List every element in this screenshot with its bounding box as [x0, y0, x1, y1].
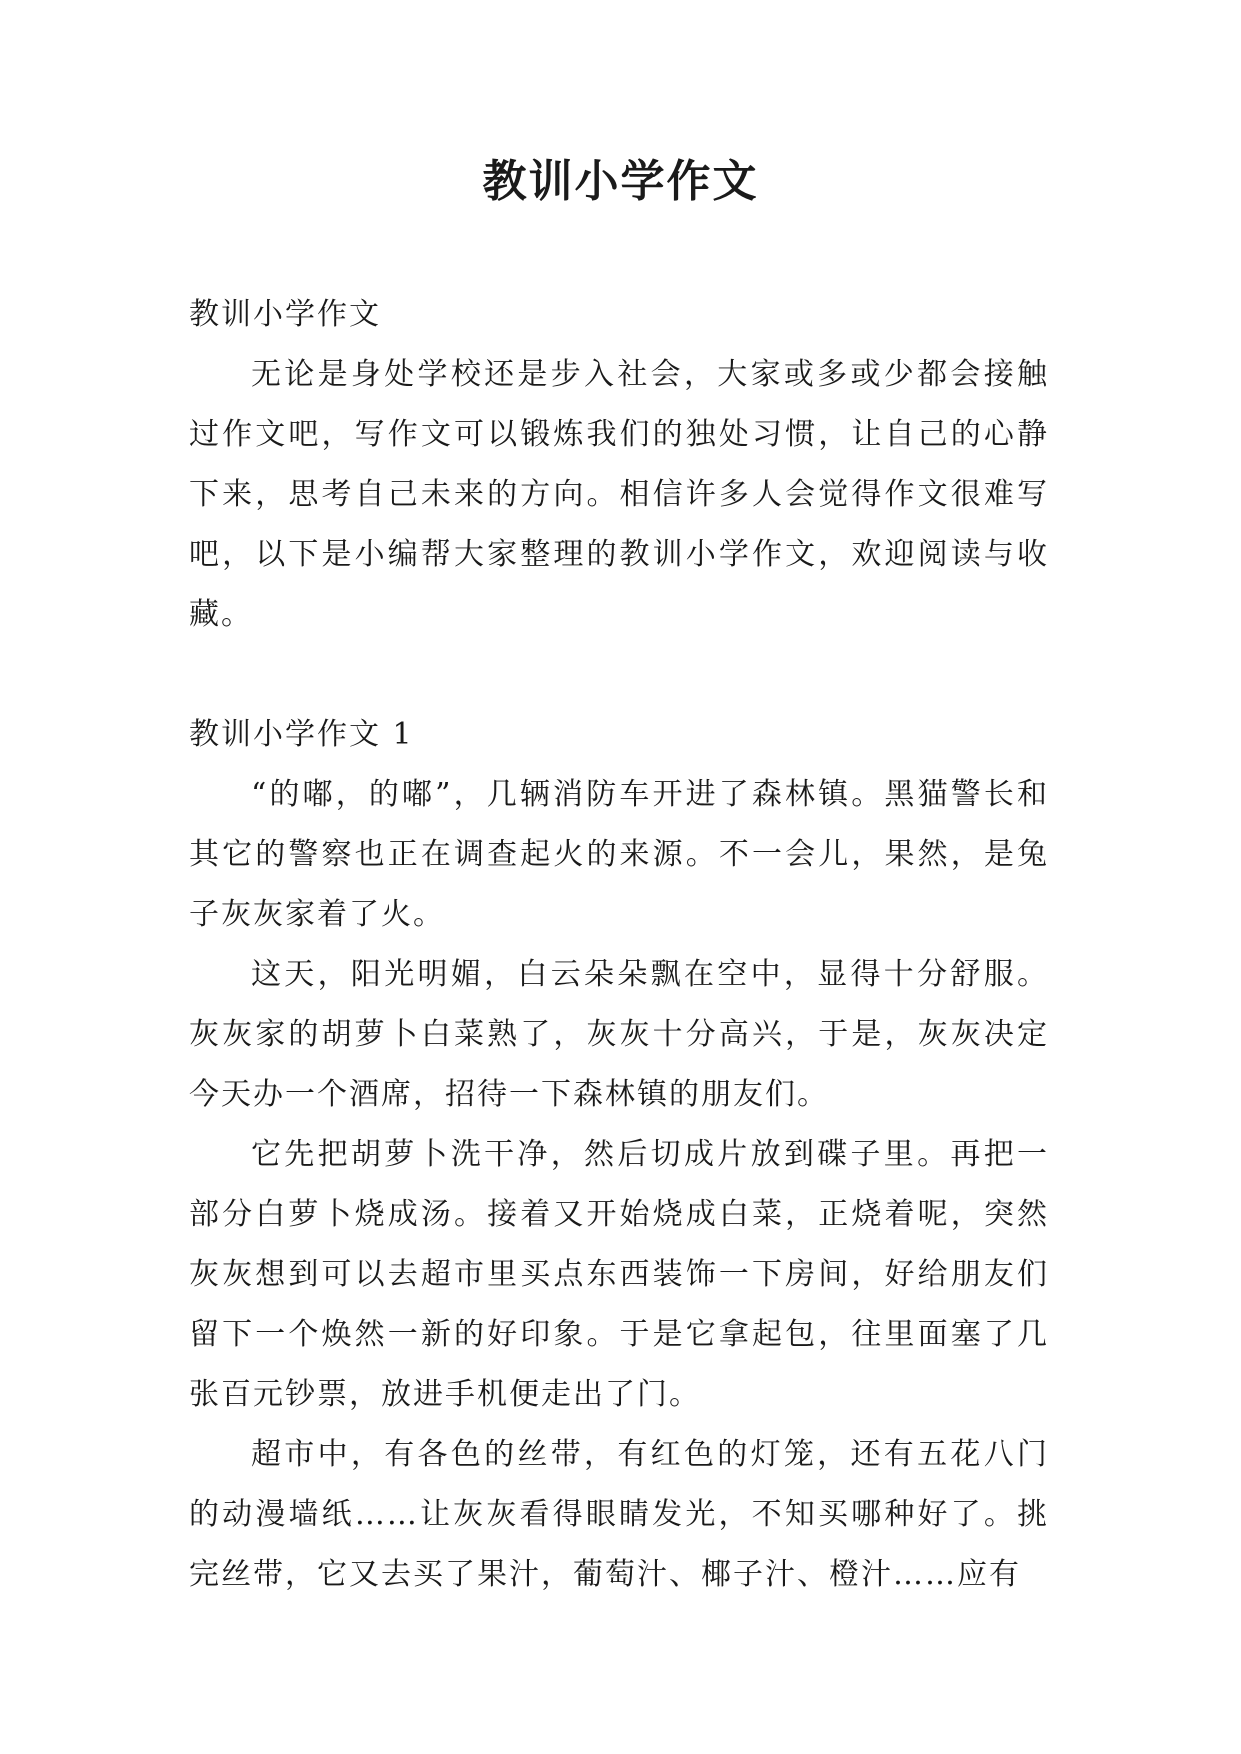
document-title: 教训小学作文 [482, 156, 759, 207]
document-body [189, 285, 1049, 1605]
intro-heading: 教训小学作文 [189, 297, 381, 332]
section-heading: 教训小学作文 1 [189, 717, 414, 752]
story-paragraph: 这天，阳光明媚，白云朵朵飘在空中，显得十分舒服。灰灰家的胡萝卜白菜熟了，灰灰十分高兴，于是，灰灰决定今天办一个酒席，招待一下森林镇的朋友们。 [189, 957, 1049, 1112]
story-paragraph: 它先把胡萝卜洗干净，然后切成片放到碟子里。再把一部分白萝卜烧成汤。接着又开始烧成白菜，正烧着呢，突然灰灰想到可以去超市里买点东西装饰一下房间，好给朋友们留下一个焕然一新的好印象。于是它拿起包，往里面塞了几张百元钞票，放进手机便走出了门。 [189, 1137, 1049, 1412]
intro-paragraph: 无论是身处学校还是步入社会，大家或多或少都会接触过作文吧，写作文可以锻炼我们的独处习惯，让自己的心静下来，思考自己未来的方向。相信许多人会觉得作文很难写吧，以下是小编帮大家整理的教训小学作文，欢迎阅读与收藏。 [189, 357, 1049, 632]
story-paragraph: “的嘟，的嘟”，几辆消防车开进了森林镇。黑猫警长和其它的警察也正在调查起火的来源。不一会儿，果然，是兔子灰灰家着了火。 [189, 777, 1049, 932]
section-spacer [189, 645, 1049, 705]
story-paragraph: 超市中，有各色的丝带，有红色的灯笼，还有五花八门的动漫墙纸……让灰灰看得眼睛发光，不知买哪种好了。挑完丝带，它又去买了果汁，葡萄汁、椰子汁、橙汁……应有 [189, 1437, 1049, 1592]
